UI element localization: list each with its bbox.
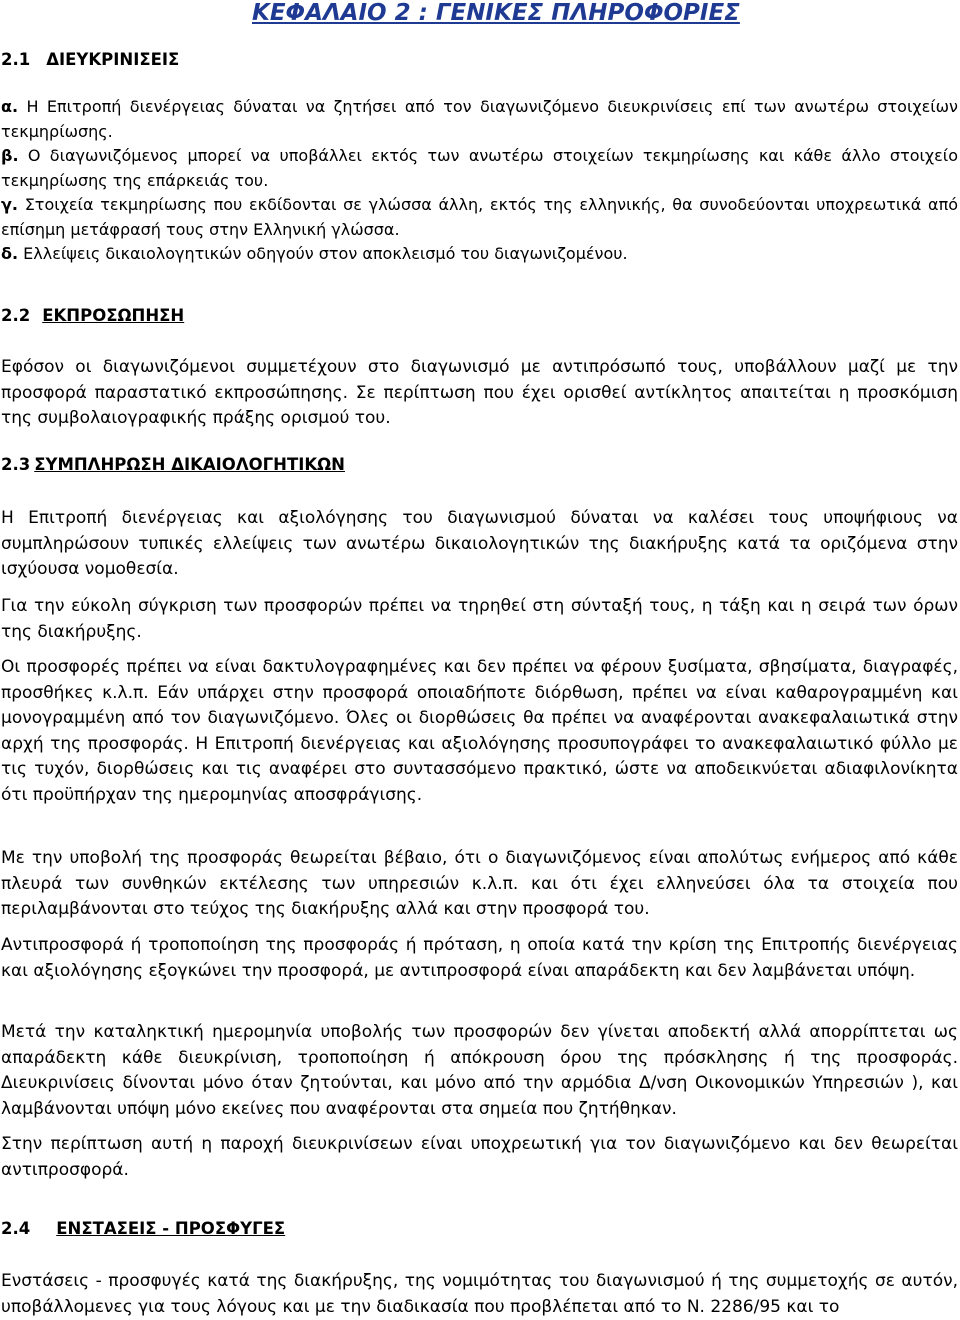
item-letter: γ. (1, 195, 18, 214)
section-2-1-heading (1, 50, 179, 69)
item-letter: β. (1, 146, 19, 165)
section-title: ΔΙΕΥΚΡΙΝΙΣΕΙΣ (46, 50, 180, 69)
section-number: 2.2 (1, 306, 31, 325)
section-2-2-paragraph: Εφόσον οι διαγωνιζόμενοι συμμετέχουν στο διαγωνισμό με αντιπρόσωπό τους, υποβάλλουν μαζί με την προσφορά παραστατικό εκπροσώπησης. Σε περίπτωση που έχει ορισθεί αντίκλητος απαιτείται η προσκόμιση της συμβολαιογραφικής πράξης ορισμού του. (1, 357, 958, 429)
section-2-1-items (1, 95, 958, 267)
chapter-title: ΚΕΦΑΛΑΙΟ 2 : ΓΕΝΙΚΕΣ ΠΛΗΡΟΦΟΡΙΕΣ (252, 0, 740, 26)
section-title: ΣΥΜΠΛΗΡΩΣΗ ΔΙΚΑΙΟΛΟΓΗΤΙΚΩΝ (34, 455, 345, 474)
item-b (1, 144, 958, 193)
section-2-3-paragraph-3: Οι προσφορές πρέπει να είναι δακτυλογραφημένες και δεν πρέπει να φέρουν ξυσίματα, σβησίματα, διαγραφές, προσθήκες κ.λ.π. Εάν υπάρχει στην προσφορά οποιαδήποτε διόρθωση, πρέπει να είναι καθαρογραμμένη και μονογραμμένη από τον διαγωνιζόμενο. Όλες οι διορθώσεις θα πρέπει να αναφέρονται ανακεφαλαιωτικά στην αρχή της προσφοράς. Η Επιτροπή διενέργειας και αξιολόγησης προσυπογράφει το ανακεφαλαιωτικό φύλλο με τις τυχόν, διορθώσεις και τις αναφέρει στο συντασσόμενο πρακτικό, ώστε να αποδεικνύεται αδιαφιλονίκητα ότι προϋπήρχαν της ημερομηνίας αποσφράγισης. (1, 657, 958, 805)
section-title: ΕΚΠΡΟΣΩΠΗΣΗ (42, 306, 185, 325)
item-a (1, 95, 958, 144)
section-2-3-paragraph-7: Στην περίπτωση αυτή η παροχή διευκρινίσεων είναι υποχρεωτική για τον διαγωνιζόμενο και δεν θεωρείται αντιπροσφορά. (1, 1134, 958, 1180)
section-title: ΕΝΣΤΑΣΕΙΣ - ΠΡΟΣΦΥΓΕΣ (56, 1219, 286, 1238)
section-number: 2.4 (1, 1219, 31, 1238)
section-2-3-paragraph-1: Η Επιτροπή διενέργειας και αξιολόγησης του διαγωνισμού δύναται να καλέσει τους υποψήφιους να συμπληρώσουν τυπικές ελλείψεις των ανωτέρω δικαιολογητικών της διακήρυξης κατά τα οριζόμενα στην ισχύουσα νομοθεσία. (1, 508, 958, 580)
item-d (1, 242, 958, 267)
section-2-3-paragraph-5: Αντιπροσφορά ή τροποποίηση της προσφοράς ή πρόταση, η οποία κατά την κρίση της Επιτροπής διενέργειας και αξιολόγησης εξογκώνει την προσφορά, με αντιπροσφορά είναι απαράδεκτη και δεν λαμβάνεται υπόψη. (1, 935, 958, 981)
item-text: Ελλείψεις δικαιολογητικών οδηγούν στον αποκλεισμό του διαγωνιζομένου. (18, 244, 628, 263)
section-2-3-paragraph-2: Για την εύκολη σύγκριση των προσφορών πρέπει να τηρηθεί στη σύνταξή τους, η τάξη και η σειρά των όρων της διακήρυξης. (1, 596, 958, 642)
item-text: Η Επιτροπή διενέργειας δύναται να ζητήσει από τον διαγωνιζόμενο διευκρινίσεις επί των ανωτέρω στοιχείων τεκμηρίωσης. (1, 97, 958, 141)
section-number: 2.1 (1, 50, 31, 69)
section-2-4-paragraph: Ενστάσεις - προσφυγές κατά της διακήρυξης, της νομιμότητας του διαγωνισμού ή της συμμετοχής σε αυτόν, υποβάλλομενες για τους λόγους και με την διαδικασία που προβλέπεται από το Ν. 2286/95 και το (1, 1271, 958, 1317)
section-2-3-paragraph-6: Μετά την καταληκτική ημερομηνία υποβολής των προσφορών δεν γίνεται αποδεκτή αλλά απορρίπτεται ως απαράδεκτη κάθε διευκρίνιση, τροποποίηση ή απόκρουση όρου της πρόσκλησης ή της προσφοράς. Διευκρινίσεις δίνονται μόνο όταν ζητούνται, και μόνο από την αρμόδια Δ/νση Οικονομικών Υπηρεσιών ), και λαμβάνονται υπόψη μόνο εκείνες που αναφέρονται στα σημεία που ζητήθηκαν. (1, 1022, 958, 1119)
item-c (1, 193, 958, 242)
section-2-3-heading (1, 455, 345, 474)
item-letter: δ. (1, 244, 19, 263)
section-number: 2.3 (1, 455, 31, 474)
item-text: Ο διαγωνιζόμενος μπορεί να υποβάλλει εκτός των ανωτέρω στοιχείων τεκμηρίωσης και κάθε άλλο στοιχείο τεκμηρίωσης της επάρκειάς του. (1, 146, 958, 190)
section-2-2-heading (1, 306, 184, 325)
item-letter: α. (1, 97, 19, 116)
section-2-3-paragraph-4: Με την υποβολή της προσφοράς θεωρείται βέβαιο, ότι ο διαγωνιζόμενος είναι απολύτως ενήμερος από κάθε πλευρά των συνθηκών εκτέλεσης των υπηρεσιών κ.λ.π. και ότι έχει ελληνεύσει όλα τα στοιχεία που περιλαμβάνονται στο τεύχος της διακήρυξης αλλά και στην προσφορά του. (1, 848, 958, 920)
item-text: Στοιχεία τεκμηρίωσης που εκδίδονται σε γλώσσα άλλη, εκτός της ελληνικής, θα συνοδεύονται υποχρεωτικά από επίσημη μετάφρασή τους στην Ελληνική γλώσσα. (1, 195, 958, 239)
section-2-4-heading (1, 1219, 285, 1238)
